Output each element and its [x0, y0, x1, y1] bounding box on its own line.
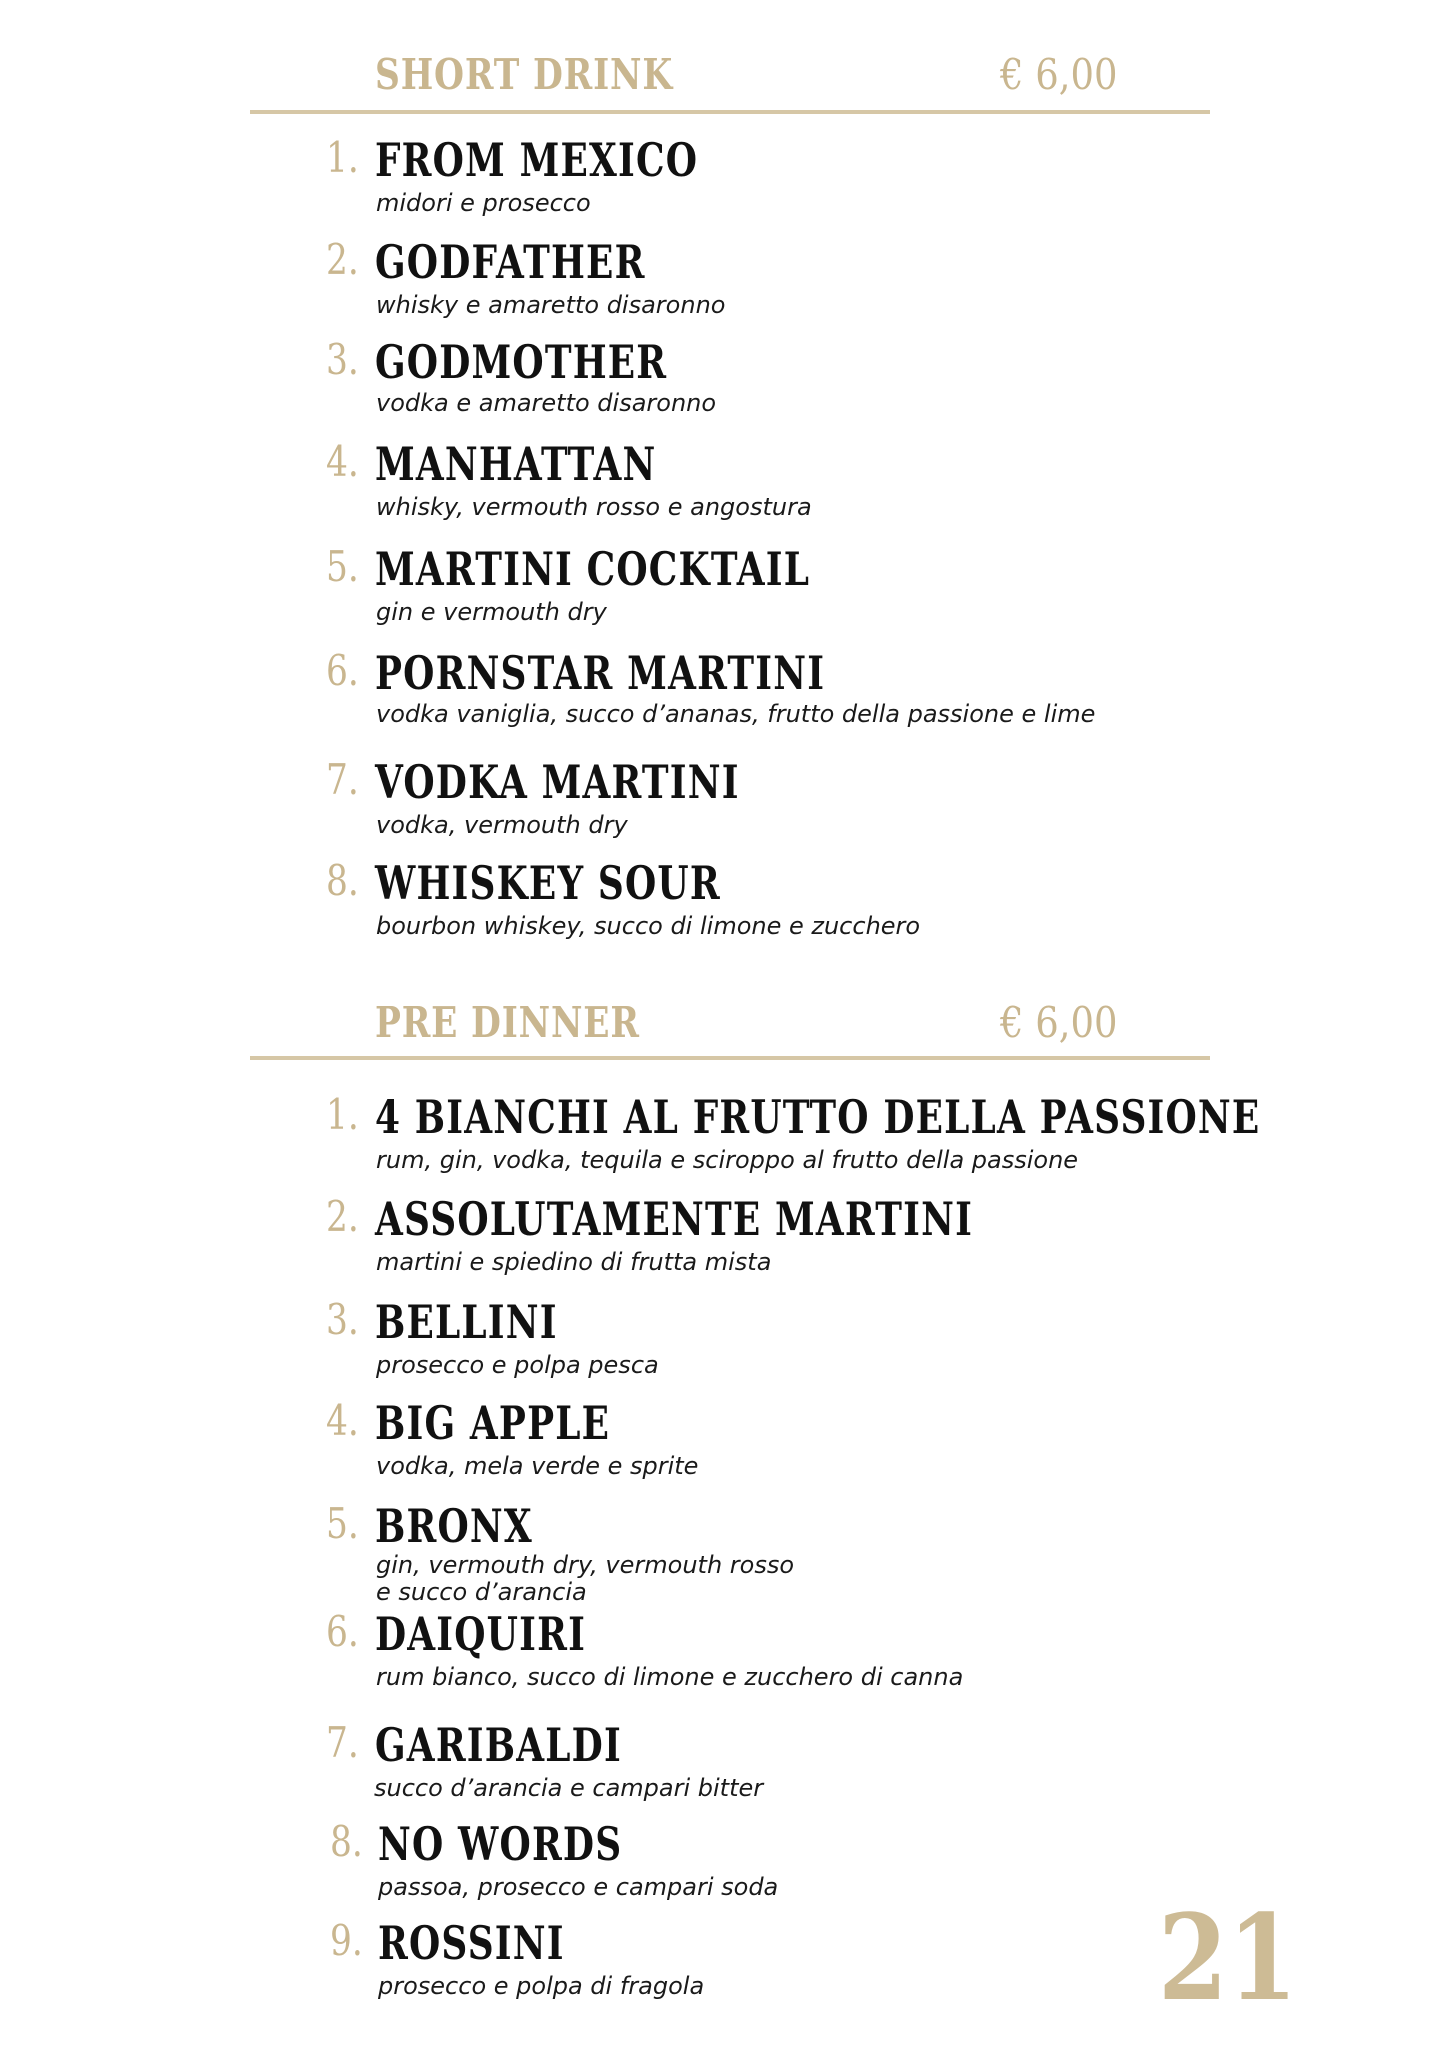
item-description: prosecco e polpa pesca — [376, 1351, 659, 1379]
section-header-short-drink — [0, 50, 1448, 140]
item-name: GARIBALDI — [375, 1718, 622, 1772]
item-name: BRONX — [375, 1499, 533, 1553]
item-number: 7. — [326, 1718, 359, 1767]
item-name: MANHATTAN — [375, 437, 657, 491]
item-name: ROSSINI — [378, 1916, 565, 1970]
item-description: martini e spiedino di frutta mista — [376, 1248, 772, 1276]
item-description: whisky, vermouth rosso e angostura — [376, 493, 812, 521]
item-description-line-2: e succo d’arancia — [376, 1578, 587, 1606]
item-number: 6. — [326, 1607, 359, 1656]
item-number: 9. — [330, 1916, 363, 1965]
item-description: rum bianco, succo di limone e zucchero di canna — [376, 1663, 964, 1691]
divider — [250, 1056, 1210, 1060]
item-number: 2. — [326, 235, 359, 284]
item-description: succo d’arancia e campari bitter — [374, 1774, 764, 1802]
item-name: WHISKEY SOUR — [375, 856, 721, 910]
item-description: gin, vermouth dry, vermouth rosso — [376, 1551, 795, 1579]
item-description: bourbon whiskey, succo di limone e zucchero — [376, 912, 921, 940]
item-name: BELLINI — [375, 1295, 558, 1349]
item-number: 3. — [326, 335, 359, 384]
item-number: 1. — [326, 1090, 359, 1139]
item-number: 4. — [326, 1396, 359, 1445]
item-name: PORNSTAR MARTINI — [375, 646, 826, 700]
item-name: MARTINI COCKTAIL — [375, 542, 811, 596]
item-description: vodka e amaretto disaronno — [376, 389, 717, 417]
item-description: midori e prosecco — [376, 189, 591, 217]
item-number: 3. — [326, 1295, 359, 1344]
item-name: GODMOTHER — [375, 335, 668, 389]
item-number: 7. — [326, 755, 359, 804]
section-title: PRE DINNER — [375, 998, 640, 1047]
section-header-pre-dinner — [0, 998, 1448, 1088]
divider — [250, 110, 1210, 114]
item-number: 4. — [326, 437, 359, 486]
item-name: 4 BIANCHI AL FRUTTO DELLA PASSIONE — [375, 1090, 1261, 1144]
item-number: 1. — [326, 133, 359, 182]
item-number: 5. — [326, 542, 359, 591]
item-description: vodka, mela verde e sprite — [376, 1452, 699, 1480]
item-description: passoa, prosecco e campari soda — [378, 1873, 779, 1901]
item-description: rum, gin, vodka, tequila e sciroppo al frutto della passione — [376, 1146, 1079, 1174]
item-description: gin e vermouth dry — [376, 598, 607, 626]
item-number: 2. — [326, 1192, 359, 1241]
item-name: DAIQUIRI — [375, 1607, 587, 1661]
item-name: ASSOLUTAMENTE MARTINI — [375, 1192, 974, 1246]
item-number: 8. — [326, 856, 359, 905]
item-name: VODKA MARTINI — [375, 755, 740, 809]
item-number: 8. — [330, 1817, 363, 1866]
section-price: € 6,00 — [1000, 50, 1118, 99]
item-description: vodka, vermouth dry — [376, 811, 628, 839]
item-name: FROM MEXICO — [375, 133, 699, 187]
section-price: € 6,00 — [1000, 998, 1118, 1047]
section-title: SHORT DRINK — [375, 50, 674, 99]
page-number: 21 — [1158, 1888, 1298, 2027]
item-number: 6. — [326, 646, 359, 695]
item-name: BIG APPLE — [375, 1396, 611, 1450]
item-number: 5. — [326, 1499, 359, 1548]
item-description: whisky e amaretto disaronno — [376, 291, 726, 319]
item-name: GODFATHER — [375, 235, 646, 289]
item-description: prosecco e polpa di fragola — [378, 1972, 705, 2000]
item-name: NO WORDS — [378, 1817, 623, 1871]
item-description: vodka vaniglia, succo d’ananas, frutto della passione e lime — [376, 700, 1096, 728]
